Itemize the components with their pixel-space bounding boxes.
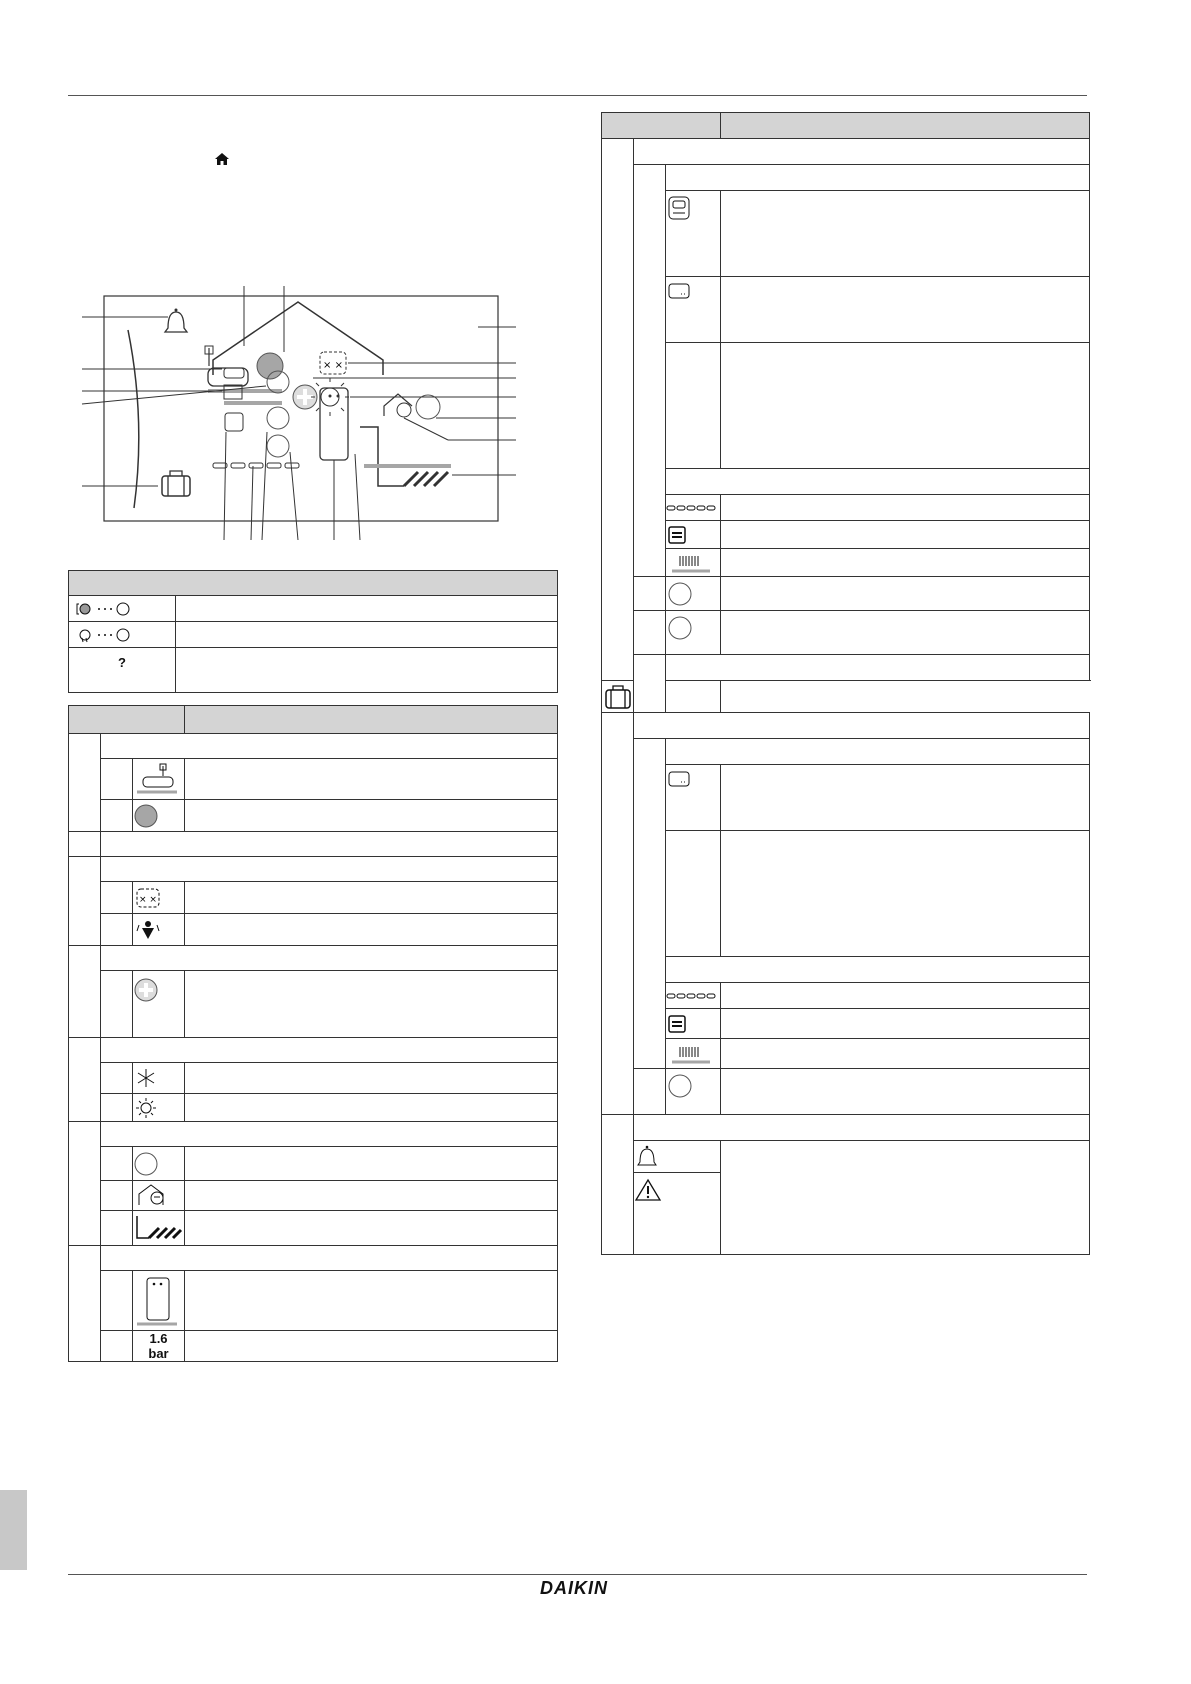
home-icons-table-right <box>601 112 1090 1255</box>
circle-icon <box>666 580 694 608</box>
home-screen-diagram <box>68 270 528 545</box>
svg-text:× ×: × × <box>139 894 157 905</box>
svg-text:× ×: × × <box>323 360 343 371</box>
remote-controller-icon <box>666 769 692 789</box>
suitcase-icon <box>162 471 190 496</box>
bell-icon <box>634 1144 660 1170</box>
circle-icon <box>133 1151 159 1177</box>
fan-coil-icon <box>666 525 688 545</box>
pressure-value: 1.6 <box>149 1331 168 1346</box>
radiator-icon <box>666 552 716 574</box>
brand-logo: DAIKIN <box>540 1578 608 1598</box>
underfloor-heating-icon <box>666 991 716 1001</box>
thermostat-icon <box>666 195 692 221</box>
side-tab <box>0 1490 27 1570</box>
active-dot-indicator-icon <box>69 601 139 617</box>
warning-icon <box>634 1177 662 1203</box>
circle-icon <box>666 614 694 642</box>
suitcase-icon <box>602 684 634 710</box>
grey-circle-icon <box>133 803 159 829</box>
home-icons-table-left <box>68 705 558 1362</box>
underfloor-heating-icon <box>666 503 716 513</box>
legend-table <box>68 570 558 693</box>
quiet-mode-icon <box>133 886 163 910</box>
underfloor-icon <box>133 1214 183 1242</box>
touch-dot-indicator-icon <box>69 627 139 643</box>
sun-icon <box>133 1096 159 1120</box>
powerful-mode-icon <box>133 917 163 943</box>
pressure-unit: bar <box>148 1346 169 1361</box>
help-symbol: ? <box>118 655 126 670</box>
fan-coil-icon <box>666 1014 688 1034</box>
quiet-mode-icon <box>320 352 346 374</box>
tank-icon <box>320 388 348 460</box>
remote-controller-icon <box>666 281 692 301</box>
home-icon <box>214 152 230 166</box>
radiator-icon <box>666 1043 716 1065</box>
tank-icon <box>133 1274 181 1328</box>
shower-icon <box>205 346 248 386</box>
snowflake-icon <box>133 1066 159 1090</box>
shower-icon <box>133 762 181 796</box>
circle-icon <box>666 1072 694 1100</box>
plus-circle-icon <box>133 977 159 1003</box>
house-thermometer-icon <box>133 1183 173 1209</box>
bell-icon <box>165 309 187 333</box>
header-rule <box>68 95 1087 96</box>
footer-rule <box>68 1574 1087 1575</box>
